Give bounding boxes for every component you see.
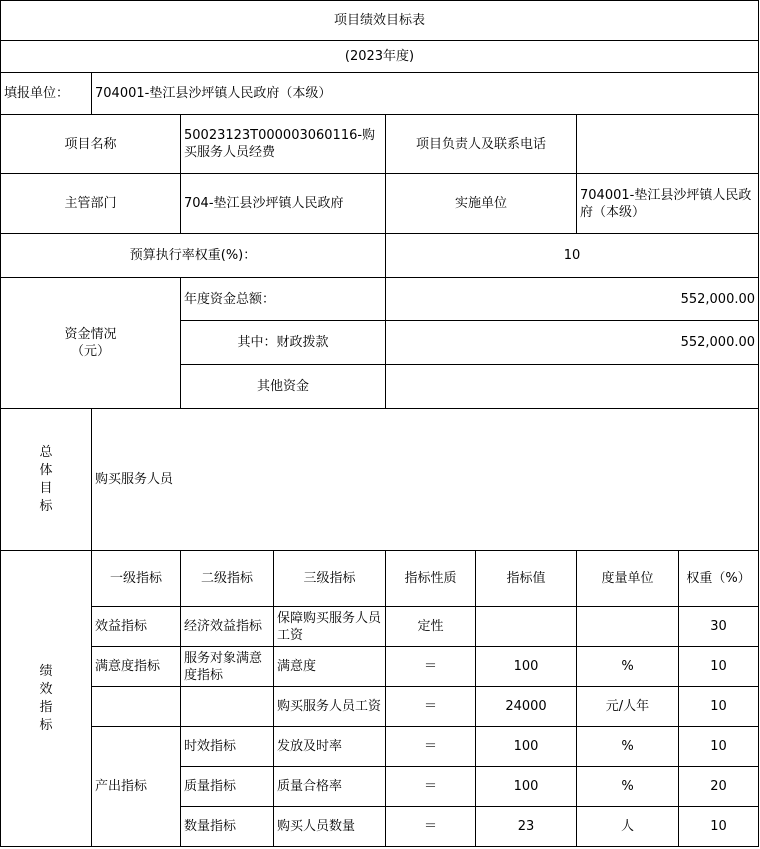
indicator-level3: 保障购买服务人员工资 — [274, 607, 386, 647]
budget-weight-label: 预算执行率权重(%)： — [1, 234, 386, 278]
table-row — [1, 687, 759, 727]
indicator-level1 — [92, 687, 181, 727]
indicator-level1: 效益指标 — [92, 607, 181, 647]
indicator-weight: 10 — [679, 647, 759, 687]
funds-total-value: 552,000.00 — [386, 278, 759, 321]
indicator-weight: 20 — [679, 767, 759, 807]
indicator-nature: ＝ — [386, 687, 476, 727]
project-contact-value — [577, 115, 759, 174]
indicator-level2: 服务对象满意度指标 — [181, 647, 274, 687]
project-contact-label: 项目负责人及联系电话 — [386, 115, 577, 174]
header-level1: 一级指标 — [92, 551, 181, 607]
header-nature: 指标性质 — [386, 551, 476, 607]
indicator-nature: ＝ — [386, 807, 476, 847]
header-level2: 二级指标 — [181, 551, 274, 607]
table-row — [1, 607, 759, 647]
indicator-level2: 质量指标 — [181, 767, 274, 807]
indicator-value: 24000 — [476, 687, 577, 727]
indicator-nature: 定性 — [386, 607, 476, 647]
indicator-unit: % — [577, 767, 679, 807]
reporting-unit-value: 704001-垫江县沙坪镇人民政府（本级） — [92, 73, 759, 115]
indicator-value: 23 — [476, 807, 577, 847]
header-weight: 权重（%） — [679, 551, 759, 607]
header-level3: 三级指标 — [274, 551, 386, 607]
header-value: 指标值 — [476, 551, 577, 607]
indicator-weight: 10 — [679, 687, 759, 727]
funds-fiscal-value: 552,000.00 — [386, 321, 759, 365]
indicator-level3: 购买人员数量 — [274, 807, 386, 847]
overall-goal-value: 购买服务人员 — [92, 409, 759, 551]
budget-weight-value: 10 — [386, 234, 759, 278]
supervising-dept-label: 主管部门 — [1, 174, 181, 234]
indicator-unit — [577, 607, 679, 647]
funds-total-label: 年度资金总额： — [181, 278, 386, 321]
table-row — [1, 647, 759, 687]
indicator-level2: 经济效益指标 — [181, 607, 274, 647]
implementing-unit-label: 实施单位 — [386, 174, 577, 234]
indicator-level3: 质量合格率 — [274, 767, 386, 807]
funds-label — [1, 278, 181, 409]
indicator-level3: 购买服务人员工资 — [274, 687, 386, 727]
indicator-weight: 30 — [679, 607, 759, 647]
funds-other-value — [386, 365, 759, 409]
indicator-level2 — [181, 687, 274, 727]
fiscal-year: (2023年度) — [1, 41, 759, 73]
overall-goal-label-text: 总体目标 — [39, 444, 53, 514]
indicator-unit: % — [577, 727, 679, 767]
indicator-level2: 时效指标 — [181, 727, 274, 767]
indicator-level2: 数量指标 — [181, 807, 274, 847]
indicator-weight: 10 — [679, 727, 759, 767]
table-title: 项目绩效目标表 — [1, 1, 759, 41]
indicator-level1: 满意度指标 — [92, 647, 181, 687]
indicator-unit: % — [577, 647, 679, 687]
implementing-unit-value: 704001-垫江县沙坪镇人民政府（本级） — [577, 174, 759, 234]
indicators-label-text: 绩效指标 — [39, 663, 53, 733]
indicator-unit: 元/人年 — [577, 687, 679, 727]
indicator-value: 100 — [476, 727, 577, 767]
indicator-level1: 产出指标 — [92, 727, 181, 847]
reporting-unit-label: 填报单位： — [1, 73, 92, 115]
indicator-nature: ＝ — [386, 647, 476, 687]
indicator-value: 100 — [476, 767, 577, 807]
indicator-unit: 人 — [577, 807, 679, 847]
header-unit: 度量单位 — [577, 551, 679, 607]
project-name-value: 50023123T000003060116-购买服务人员经费 — [181, 115, 386, 174]
table-row — [1, 727, 759, 767]
funds-label-text: 资金情况（元） — [64, 327, 117, 359]
overall-goal-label — [1, 409, 92, 551]
indicator-level3: 发放及时率 — [274, 727, 386, 767]
supervising-dept-value: 704-垫江县沙坪镇人民政府 — [181, 174, 386, 234]
indicators-label — [1, 551, 92, 847]
indicator-nature: ＝ — [386, 727, 476, 767]
funds-other-label: 其他资金 — [181, 365, 386, 409]
indicator-weight: 10 — [679, 807, 759, 847]
funds-fiscal-label: 其中：财政拨款 — [181, 321, 386, 365]
indicator-value — [476, 607, 577, 647]
indicator-value: 100 — [476, 647, 577, 687]
indicator-nature: ＝ — [386, 767, 476, 807]
project-name-label: 项目名称 — [1, 115, 181, 174]
indicator-level3: 满意度 — [274, 647, 386, 687]
